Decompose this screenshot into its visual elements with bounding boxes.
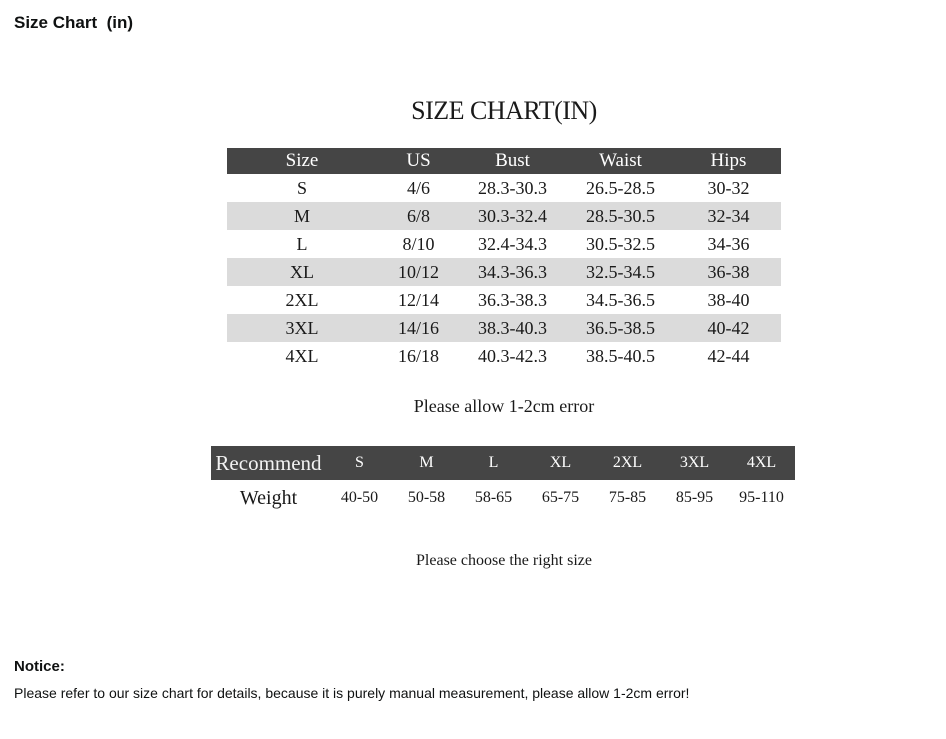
table-cell: 38.3-40.3 — [478, 317, 547, 338]
table-cell: 14/16 — [397, 317, 439, 338]
table-row — [227, 202, 781, 230]
table-cell: 30.5-32.5 — [586, 233, 655, 254]
table-cell: 32-34 — [707, 205, 750, 226]
table-cell: 34-36 — [707, 233, 750, 254]
table-cell: 8/10 — [402, 233, 435, 254]
notice-text: Please refer to our size chart for details, because it is purely manual measurement, please allow 1-2cm error! — [14, 685, 690, 701]
size-table-header: Bust — [495, 150, 530, 171]
size-label: L — [488, 454, 499, 471]
weight-label: Weight — [239, 486, 298, 509]
weight-value: 75-85 — [608, 489, 647, 506]
size-label: 3XL — [679, 454, 710, 471]
table-cell: 36-38 — [707, 261, 750, 282]
recommend-header-row — [211, 446, 795, 480]
table-cell: 36.3-38.3 — [478, 289, 547, 310]
table-cell: 34.5-36.5 — [586, 289, 655, 310]
table-cell: 34.3-36.3 — [478, 261, 547, 282]
table-cell: 4/6 — [406, 177, 430, 198]
table-cell: 40.3-42.3 — [478, 345, 547, 366]
table-cell: 42-44 — [707, 345, 750, 366]
table-cell: S — [296, 177, 307, 198]
notice-title: Notice: — [14, 658, 65, 675]
weight-value: 95-110 — [739, 489, 784, 506]
table-cell: 2XL — [285, 289, 319, 310]
table-row — [227, 230, 781, 258]
table-cell: 3XL — [285, 317, 319, 338]
weight-value: 58-65 — [474, 489, 513, 506]
size-table-header: Size — [285, 150, 319, 171]
weight-value: 85-95 — [675, 489, 714, 506]
recommend-label: Recommend — [215, 450, 322, 475]
table-cell: 32.5-34.5 — [586, 261, 655, 282]
page-title: Size Chart (in) — [14, 13, 134, 32]
weight-value: 40-50 — [340, 489, 379, 506]
size-table-header: Waist — [599, 150, 642, 171]
table-cell: 36.5-38.5 — [586, 317, 655, 338]
size-label: 2XL — [612, 454, 643, 471]
table-cell: 10/12 — [397, 261, 439, 282]
tolerance-note: Please allow 1-2cm error — [413, 396, 595, 416]
table-cell: 4XL — [285, 345, 319, 366]
size-table-header: Hips — [710, 150, 747, 171]
table-cell: XL — [290, 261, 314, 282]
table-cell: 26.5-28.5 — [586, 177, 655, 198]
table-cell: 16/18 — [397, 345, 439, 366]
size-label: 4XL — [746, 454, 777, 471]
table-cell: 28.5-30.5 — [586, 205, 655, 226]
table-cell: 32.4-34.3 — [478, 233, 547, 254]
table-cell: 28.3-30.3 — [478, 177, 547, 198]
chart-title: SIZE CHART(IN) — [411, 96, 597, 125]
table-cell: L — [296, 233, 308, 254]
size-table — [227, 148, 781, 370]
table-row — [227, 286, 781, 314]
table-row — [227, 314, 781, 342]
table-cell: 38.5-40.5 — [586, 345, 655, 366]
table-cell: 40-42 — [707, 317, 750, 338]
size-label: S — [355, 454, 364, 471]
size-label: M — [419, 454, 434, 471]
size-table-header: US — [406, 150, 431, 171]
weight-recommend-table — [211, 446, 795, 516]
table-cell: 30.3-32.4 — [478, 205, 547, 226]
table-cell: 6/8 — [406, 205, 430, 226]
table-row — [227, 258, 781, 286]
size-label: XL — [549, 454, 572, 471]
table-row — [227, 174, 781, 202]
choose-size-note: Please choose the right size — [416, 552, 592, 569]
weight-value: 65-75 — [541, 489, 580, 506]
size-table-header-row — [227, 148, 781, 174]
table-cell: 38-40 — [707, 289, 750, 310]
table-cell: 12/14 — [397, 289, 439, 310]
table-cell: M — [293, 205, 310, 226]
weight-value: 50-58 — [407, 489, 446, 506]
table-row — [227, 342, 781, 370]
table-cell: 30-32 — [707, 177, 750, 198]
weight-row — [211, 480, 795, 516]
